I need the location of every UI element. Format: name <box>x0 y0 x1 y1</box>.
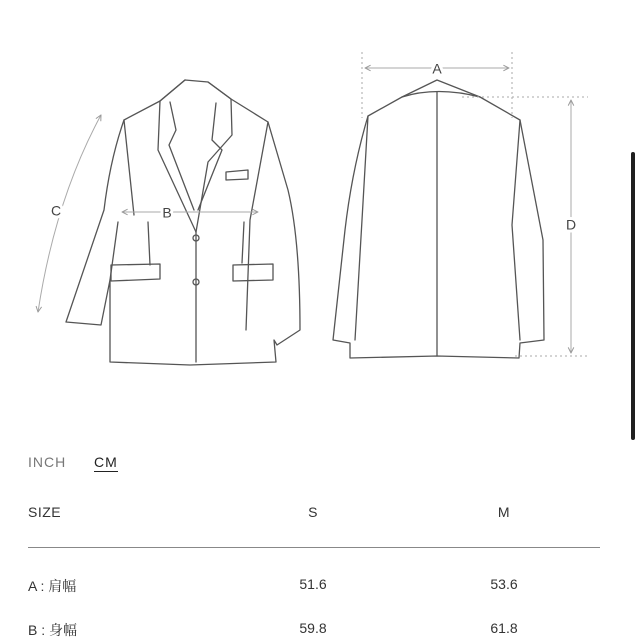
dimension-label-c: C <box>50 202 62 219</box>
row-label: B : 身幅 <box>28 622 78 638</box>
table-row <box>28 576 600 600</box>
dimension-c-arrow <box>38 115 101 312</box>
cell-s: 51.6 <box>299 576 327 592</box>
cell-s: 59.8 <box>299 620 327 636</box>
unit-cm-tab[interactable]: CM <box>94 454 118 470</box>
size-header-m: M <box>497 504 511 520</box>
dimension-label-d: D <box>565 216 577 233</box>
unit-inch-tab[interactable]: INCH <box>28 454 67 470</box>
size-header-s: S <box>308 504 318 520</box>
size-header-label: SIZE <box>28 504 62 520</box>
dimension-label-a: A <box>432 60 442 77</box>
row-label: A : 肩幅 <box>28 578 77 594</box>
cell-m: 53.6 <box>490 576 518 592</box>
size-table-header <box>28 504 600 528</box>
header-divider <box>28 547 600 548</box>
jacket-back-illustration <box>333 80 544 358</box>
cell-m: 61.8 <box>490 620 518 636</box>
table-row <box>28 620 600 644</box>
scrollbar[interactable] <box>631 152 635 440</box>
measurement-guides <box>38 52 588 356</box>
jacket-front-illustration <box>66 80 300 365</box>
dimension-label-b: B <box>162 204 172 221</box>
